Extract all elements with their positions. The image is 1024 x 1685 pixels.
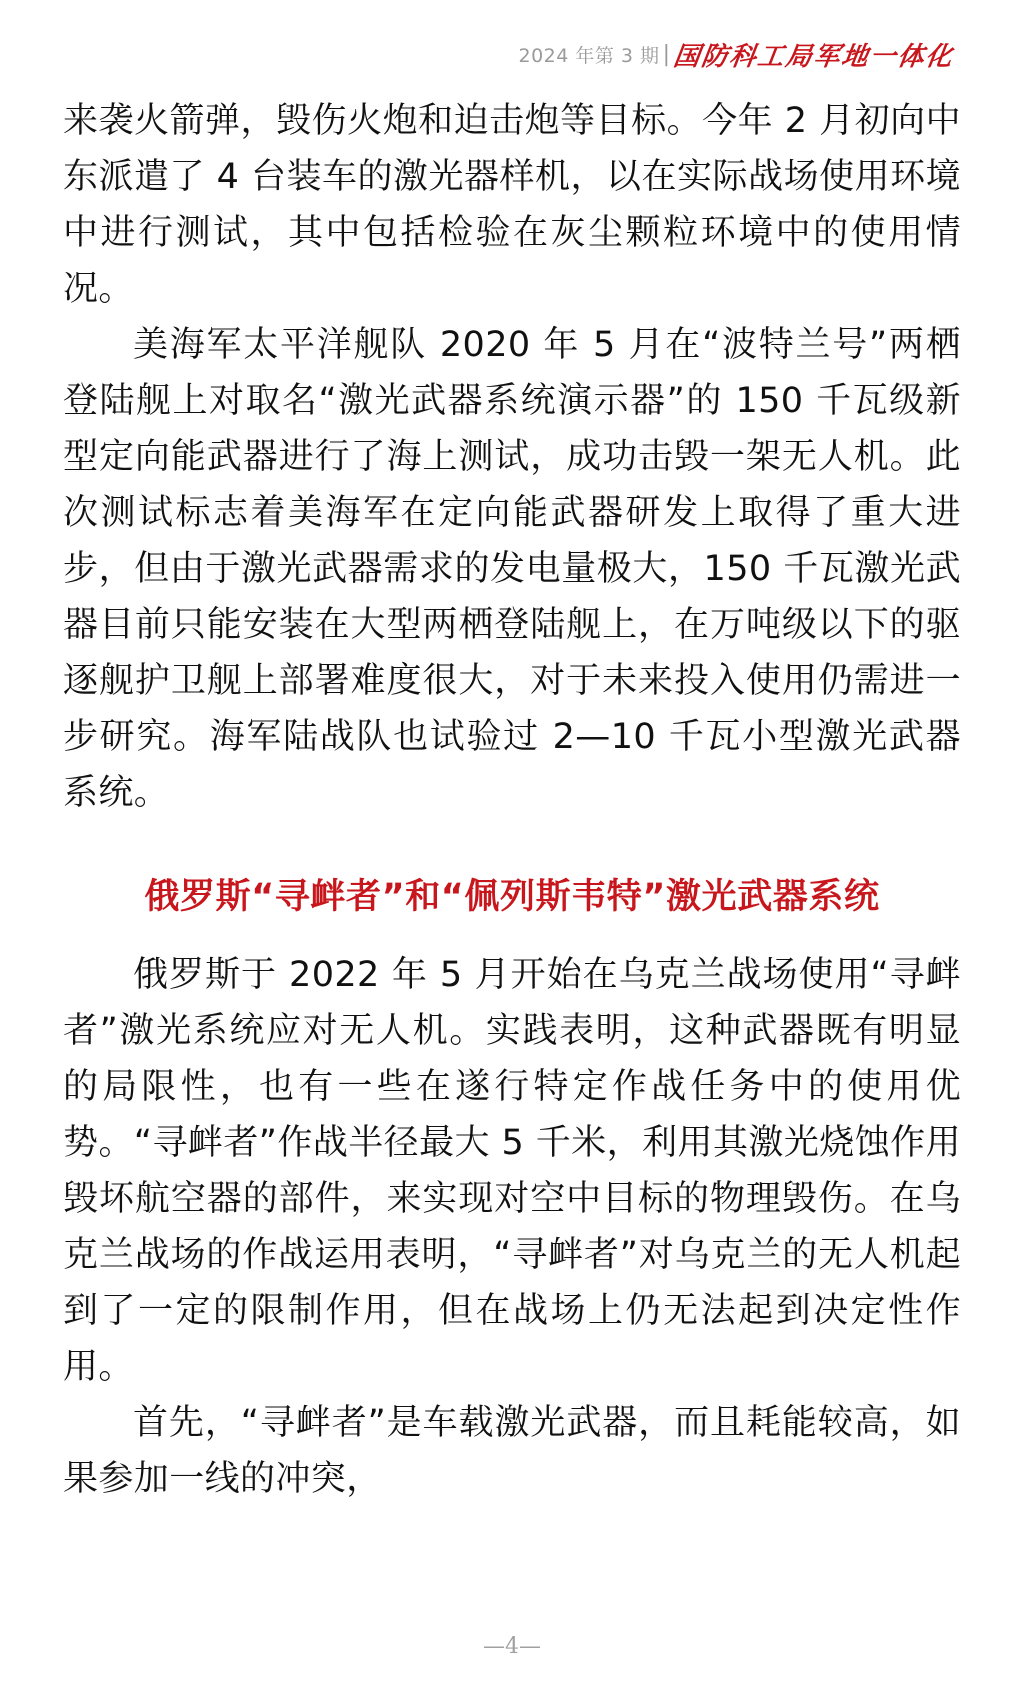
header-separator: | bbox=[662, 41, 670, 67]
journal-motto-logo: 国防科工局军地一体化 bbox=[671, 41, 956, 72]
paragraph-russia: 俄罗斯于 2022 年 5 月开始在乌克兰战场使用“寻衅者”激光系统应对无人机。实践表明，这种武器既有明显的局限性，也有一些在遂行特定作战任务中的使用优势。“寻衅者”作战半径最大 5 千米，利用其激光烧蚀作用毁坏航空器的部件，来实现对空中目标的物理毁伤。在乌克兰战场的作战运用表明，“寻衅者”对乌克兰的无人机起到了一定的限制作用，但在战场上仍无法起到决定性作用。 bbox=[63, 955, 961, 1387]
section-heading: 俄罗斯“寻衅者”和“佩列斯韦特”激光武器系统 bbox=[144, 877, 880, 917]
issue-label: 2024 年第 3 期 bbox=[518, 44, 660, 67]
paragraph-us-navy: 美海军太平洋舰队 2020 年 5 月在“波特兰号”两栖登陆舰上对取名“激光武器系统演示器”的 150 千瓦级新型定向能武器进行了海上测试，成功击毁一架无人机。此次测试标志着美海军在定向能武器研发上取得了重大进步，但由于激光武器需求的发电量极大，150 千瓦激光武器目前只能安装在大型两栖登陆舰上，在万吨级以下的驱逐舰护卫舰上部署难度很大，对于未来投入使用仍需进一步研究。海军陆战队也试验过 2—10 千瓦小型激光武器系统。 bbox=[63, 325, 961, 813]
paragraph-continued: 来袭火箭弹，毁伤火炮和迫击炮等目标。今年 2 月初向中东派遣了 4 台装车的激光器样机，以在实际战场使用环境中进行测试，其中包括检验在灰尘颗粒环境中的使用情况。 bbox=[63, 101, 961, 309]
paragraph-first-point: 首先，“寻衅者”是车载激光武器，而且耗能较高，如果参加一线的冲突， bbox=[63, 1403, 961, 1499]
article-body bbox=[63, 93, 961, 1507]
page-header bbox=[519, 36, 955, 72]
page-number: —4— bbox=[483, 1634, 541, 1659]
